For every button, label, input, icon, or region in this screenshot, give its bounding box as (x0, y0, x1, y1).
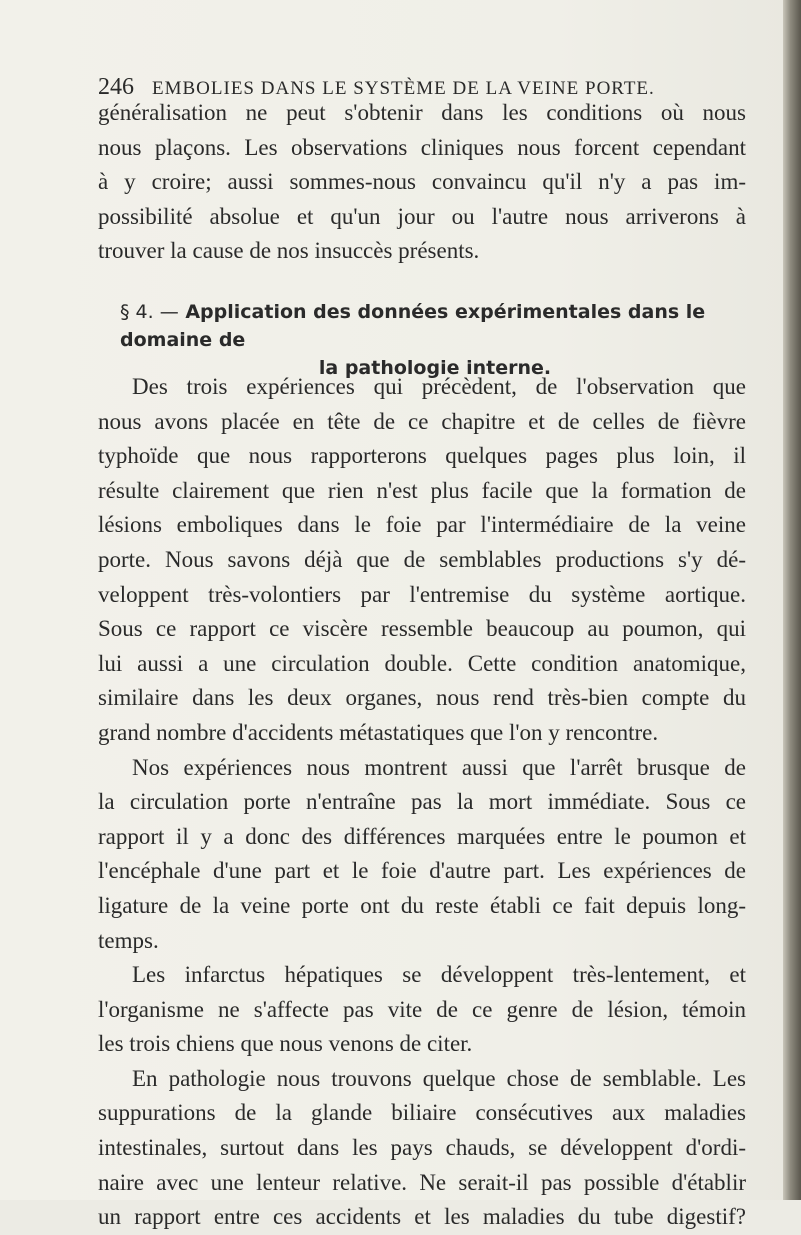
section-title-line-2: la pathologie interne. (318, 357, 552, 379)
book-spine-shadow (783, 0, 801, 1200)
running-title: EMBOLIES DANS LE SYSTÈME DE LA VEINE PORTE. (152, 78, 655, 99)
text-line: naire avec une lenteur relative. Ne serait-il pas possible d'établir (98, 1169, 746, 1195)
text-line: veloppent très-volontiers par l'entremise du système aortique. (98, 581, 746, 607)
text-line: nous plaçons. Les observations cliniques nous forcent cependant (98, 134, 746, 160)
text-line: rapport il y a donc des différences marquées entre le poumon et (98, 823, 746, 849)
text-line: les trois chiens que nous venons de citer. (98, 1031, 473, 1057)
text-line: nous avons placée en tête de ce chapitre et de celles de fièvre (98, 408, 746, 434)
text-line: l'organisme ne s'affecte pas vite de ce genre de lésion, témoin (98, 996, 746, 1022)
text-line: Les infarctus hépatiques se développent très-lentement, et (132, 962, 746, 988)
text-line: trouver la cause de nos insuccès présents. (98, 238, 480, 264)
text-line: généralisation ne peut s'obtenir dans les conditions où nous (98, 100, 746, 125)
body-text (98, 370, 746, 1235)
text-line: Des trois expériences qui précèdent, de l'observation que (132, 374, 746, 399)
text-line: ligature de la veine porte ont du reste établi ce fait depuis long- (98, 892, 746, 918)
text-line: Nos expériences nous montrent aussi que l'arrêt brusque de (132, 754, 746, 780)
text-line: temps. (98, 927, 159, 953)
page-number: 246 (98, 74, 134, 100)
text-line: intestinales, surtout dans les pays chauds, se développent d'ordi- (98, 1135, 746, 1161)
text-line: l'encéphale d'une part et le foie d'autre part. Les expériences de (98, 858, 746, 884)
text-line: résulte clairement que rien n'est plus facile que la formation de (98, 477, 746, 503)
text-line: lui aussi a une circulation double. Cette condition anatomique, (98, 650, 746, 676)
text-line: la circulation porte n'entraîne pas la mort immédiate. Sous ce (98, 789, 746, 815)
text-line: suppurations de la glande biliaire consécutives aux maladies (98, 1100, 746, 1126)
text-line: En pathologie nous trouvons quelque chose de semblable. Les (132, 1065, 746, 1091)
text-line: à y croire; aussi sommes-nous convaincu qu'il n'y a pas im- (98, 169, 746, 195)
text-line: similaire dans les deux organes, nous rend très-bien compte du (98, 685, 746, 711)
text-line: Sous ce rapport ce viscère ressemble beaucoup au poumon, qui (98, 616, 746, 642)
section-title-line-1: Application des données expérimentales dans le domaine de (120, 301, 706, 351)
text-line: possibilité absolue et qu'un jour ou l'autre nous arriverons à (98, 203, 746, 229)
text-line: porte. Nous savons déjà que de semblables productions s'y dé- (98, 546, 746, 572)
text-line: grand nombre d'accidents métastatiques que l'on y rencontre. (98, 719, 659, 745)
text-line: un rapport entre ces accidents et les maladies du tube digestif? (98, 1204, 746, 1230)
text-line: typhoïde que nous rapporterons quelques pages plus loin, il (98, 443, 746, 469)
text-line: lésions emboliques dans le foie par l'intermédiaire de la veine (98, 512, 746, 538)
intro-paragraph (98, 96, 746, 269)
section-number: § 4. — (120, 301, 179, 323)
